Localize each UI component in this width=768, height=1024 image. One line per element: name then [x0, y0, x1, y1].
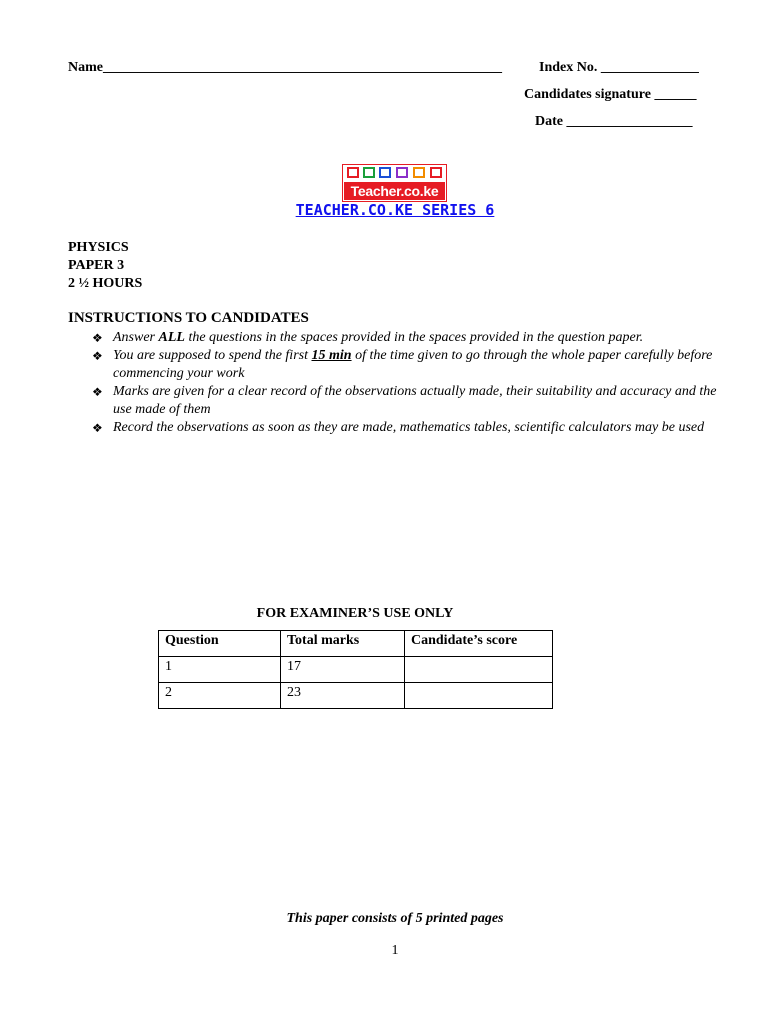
instruction-text: You are supposed to spend the first: [113, 348, 312, 363]
teacher-co-ke-logo: [342, 164, 447, 202]
series-title-link[interactable]: TEACHER.CO.KE SERIES 6: [295, 201, 495, 219]
paper-label: PAPER 3: [68, 258, 125, 273]
subject-label: PHYSICS: [68, 240, 129, 255]
pages-note: This paper consists of 5 printed pages: [286, 911, 504, 926]
logo-square: [396, 167, 408, 178]
bullet-icon: ❖: [92, 421, 103, 435]
signature-field-line: [524, 87, 696, 103]
logo-square: [347, 167, 359, 178]
date-label: Date: [535, 114, 563, 129]
paper-info: [68, 239, 142, 293]
instruction-text: the questions in the spaces provided in the spaces provided in the question paper.: [184, 330, 644, 345]
table-row: [159, 683, 553, 709]
examiner-heading: FOR EXAMINER’S USE ONLY: [256, 606, 454, 621]
name-blank: _________________________________________________________: [103, 60, 502, 75]
page-number: 1: [391, 943, 399, 958]
examiner-table: [158, 630, 553, 709]
name-field-line: [68, 60, 502, 76]
column-header: Total marks: [281, 631, 405, 657]
instruction-item: [92, 329, 722, 347]
logo-square: [379, 167, 391, 178]
instruction-item: [92, 347, 722, 383]
logo-square: [363, 167, 375, 178]
column-header: Candidate’s score: [405, 631, 553, 657]
total-marks-cell: 23: [281, 683, 405, 709]
logo-text: Teacher.co.ke: [344, 182, 445, 200]
table-header-row: [159, 631, 553, 657]
date-blank: __________________: [566, 114, 693, 129]
signature-label: Candidates signature: [524, 87, 651, 102]
column-header: Question: [159, 631, 281, 657]
instructions-list: [92, 329, 722, 437]
logo-square: [430, 167, 442, 178]
question-cell: 2: [159, 683, 281, 709]
table-row: [159, 657, 553, 683]
logo-square: [413, 167, 425, 178]
instruction-item: [92, 419, 722, 437]
candidate-score-cell[interactable]: [405, 683, 553, 709]
instruction-text: Marks are given for a clear record of the observations actually made, their suitability and accuracy and the use made of them: [113, 384, 717, 417]
index-blank: ______________: [600, 60, 699, 75]
duration-label: 2 ½ HOURS: [68, 276, 143, 291]
instruction-emphasis: ALL: [158, 330, 185, 345]
bullet-icon: ❖: [92, 385, 103, 399]
candidate-score-cell[interactable]: [405, 657, 553, 683]
total-marks-cell: 17: [281, 657, 405, 683]
bullet-icon: ❖: [92, 331, 103, 345]
instruction-text: Record the observations as soon as they are made, mathematics tables, scientific calculators may be used: [113, 420, 705, 435]
instructions-heading: INSTRUCTIONS TO CANDIDATES: [68, 310, 309, 326]
signature-blank: ______: [654, 87, 697, 102]
bullet-icon: ❖: [92, 349, 103, 363]
instruction-emphasis: 15 min: [311, 348, 352, 363]
question-cell: 1: [159, 657, 281, 683]
instruction-item: [92, 383, 722, 419]
date-field-line: [535, 114, 693, 130]
instruction-text: Answer: [113, 330, 159, 345]
index-label: Index No.: [539, 60, 598, 75]
name-label: Name: [68, 60, 103, 75]
instruction-text: of the time given to go through the whole paper carefully before commencing your work: [113, 348, 713, 381]
index-field-line: [539, 60, 699, 76]
